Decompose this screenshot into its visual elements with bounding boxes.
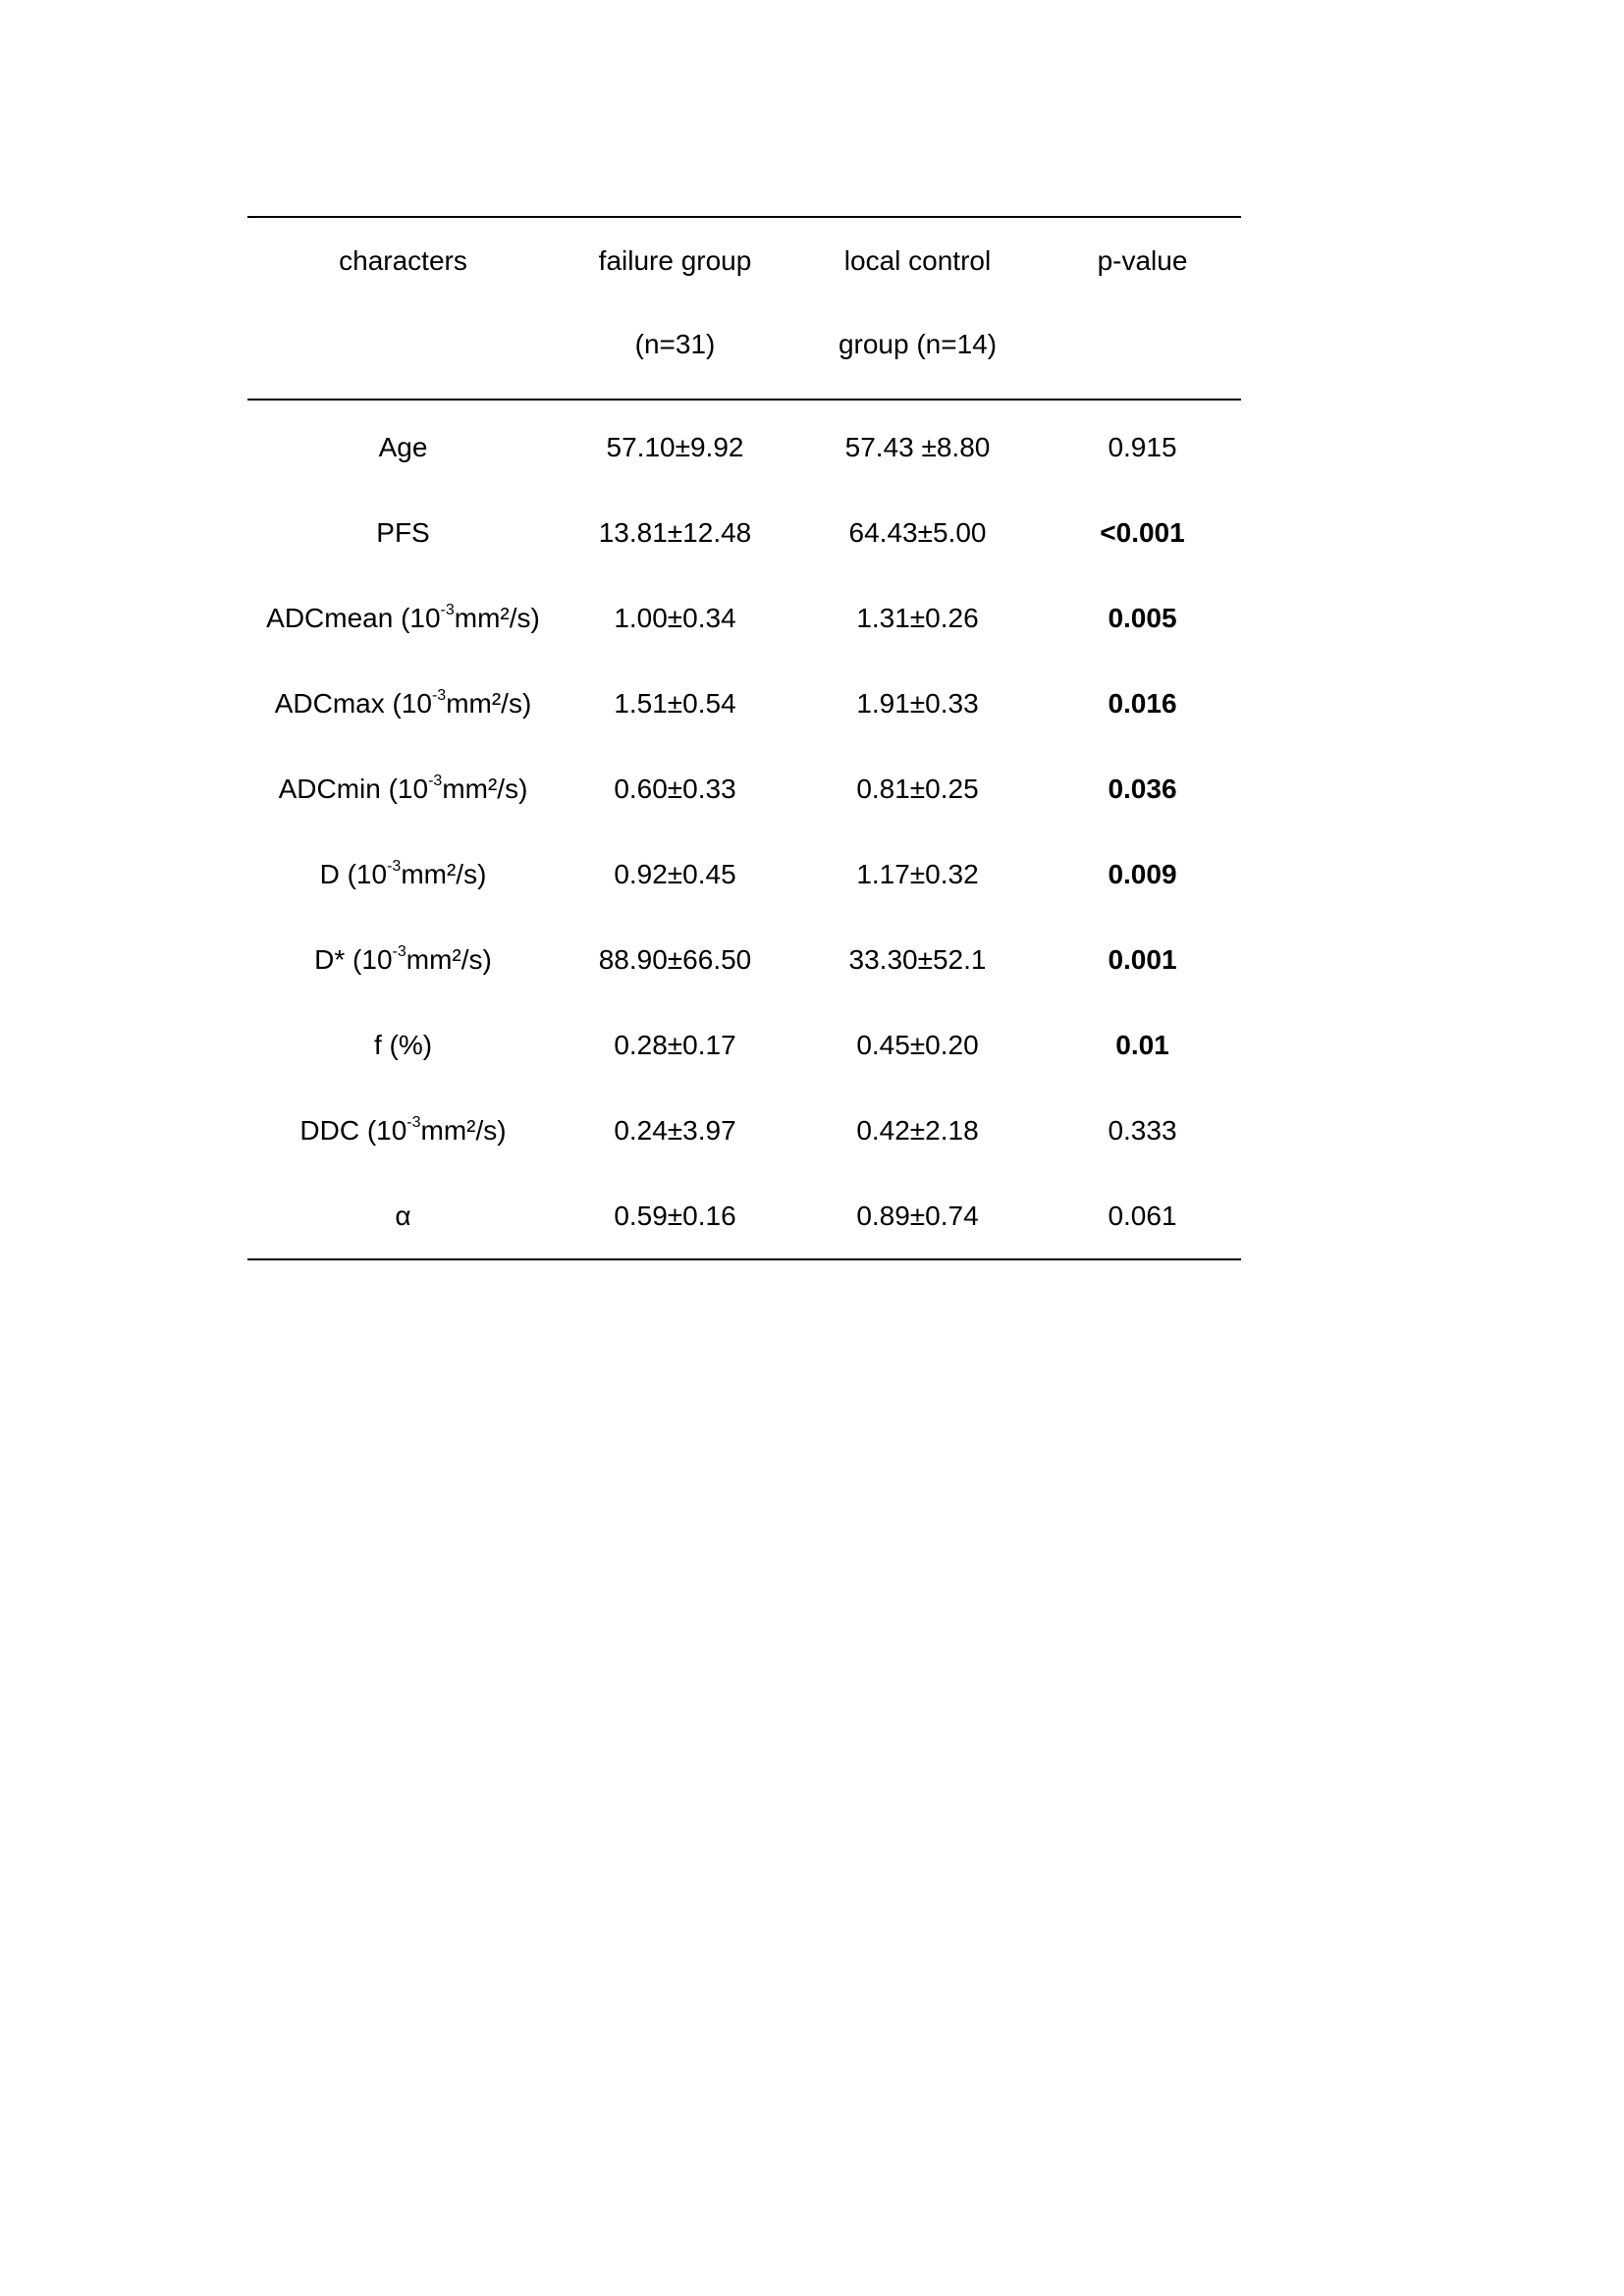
row-label (247, 661, 559, 746)
comparison-table (247, 216, 1241, 1260)
row-label-text: PFS (376, 516, 430, 548)
p-value: 0.016 (1108, 687, 1177, 719)
row-label-exponent: -3 (440, 602, 455, 619)
table-row (247, 1173, 1241, 1259)
table-row (247, 746, 1241, 831)
failure-group-value: 0.28±0.17 (614, 1029, 736, 1060)
table-row (247, 575, 1241, 661)
table-row (247, 1088, 1241, 1173)
row-label-text: ADCmax (10 (274, 687, 432, 719)
table-container (247, 216, 1241, 1260)
failure-group-value: 1.51±0.54 (614, 687, 736, 719)
row-label-exponent: -3 (406, 1114, 421, 1132)
table-row (247, 831, 1241, 917)
row-label-unit: mm²/s) (454, 602, 540, 633)
failure-group-value: 1.00±0.34 (614, 602, 736, 633)
table-body (247, 400, 1241, 1259)
header-local-control: local control (791, 217, 1044, 302)
local-control-value: 0.89±0.74 (791, 1173, 1044, 1259)
row-label (247, 746, 559, 831)
header-characters-sub (247, 302, 559, 400)
local-control-value: 0.42±2.18 (856, 1114, 979, 1146)
row-label (247, 1002, 559, 1088)
header-failure-group: failure group (559, 217, 791, 302)
failure-group-value: 57.10±9.92 (606, 431, 744, 462)
local-control-value: 57.43 ±8.80 (844, 431, 991, 462)
local-control-value: 64.43±5.00 (848, 516, 987, 548)
failure-group-value: 13.81±12.48 (598, 516, 752, 548)
local-control-value: 0.81±0.25 (856, 773, 979, 804)
row-label-exponent: -3 (392, 943, 406, 961)
table-row (247, 917, 1241, 1002)
row-label-text: α (395, 1200, 411, 1231)
table-row (247, 661, 1241, 746)
row-label-text: D (10 (319, 858, 388, 889)
table-row (247, 400, 1241, 490)
p-value: 0.001 (1108, 943, 1177, 975)
local-control-value: 1.31±0.26 (856, 602, 979, 633)
row-label-unit: mm²/s) (442, 773, 528, 804)
row-label (247, 575, 559, 661)
row-label-text: DDC (10 (299, 1114, 407, 1146)
row-label (247, 490, 559, 575)
failure-group-value: 0.60±0.33 (614, 773, 736, 804)
row-label-exponent: -3 (431, 687, 447, 705)
failure-group-value: 0.92±0.45 (614, 858, 736, 889)
failure-group-value: 0.59±0.16 (559, 1173, 791, 1259)
row-label (247, 917, 559, 1002)
p-value: 0.01 (1115, 1029, 1169, 1060)
p-value: 0.061 (1044, 1173, 1241, 1259)
header-failure-group-n: (n=31) (559, 302, 791, 400)
row-label-unit: mm²/s) (446, 687, 532, 719)
row-label-text: f (%) (373, 1029, 433, 1060)
table-header (247, 217, 1241, 400)
row-label-text: D* (10 (314, 943, 393, 975)
row-label-text: ADCmin (10 (278, 773, 429, 804)
row-label-exponent: -3 (387, 858, 402, 876)
row-label-text: ADCmean (10 (266, 602, 441, 633)
header-row-2 (247, 302, 1241, 400)
p-value: 0.036 (1108, 773, 1177, 804)
local-control-value: 1.91±0.33 (856, 687, 979, 719)
p-value: 0.005 (1108, 602, 1177, 633)
table-row (247, 490, 1241, 575)
header-p-value: p-value (1044, 217, 1241, 302)
header-p-value-sub (1044, 302, 1241, 400)
row-label (247, 1173, 559, 1259)
row-label-exponent: -3 (428, 773, 443, 790)
row-label (247, 400, 559, 490)
header-local-control-n: group (n=14) (791, 302, 1044, 400)
header-characters: characters (247, 217, 559, 302)
failure-group-value: 88.90±66.50 (598, 943, 752, 975)
local-control-value: 0.45±0.20 (856, 1029, 979, 1060)
row-label-text: Age (378, 431, 428, 462)
row-label (247, 831, 559, 917)
p-value: 0.915 (1108, 431, 1177, 462)
p-value: 0.009 (1108, 858, 1177, 889)
row-label (247, 1088, 559, 1173)
p-value: <0.001 (1100, 516, 1185, 548)
table-row (247, 1002, 1241, 1088)
row-label-unit: mm²/s) (406, 943, 492, 975)
local-control-value: 1.17±0.32 (856, 858, 979, 889)
p-value: 0.333 (1108, 1114, 1177, 1146)
failure-group-value: 0.24±3.97 (614, 1114, 736, 1146)
local-control-value: 33.30±52.1 (848, 943, 987, 975)
row-label-unit: mm²/s) (420, 1114, 507, 1146)
row-label-unit: mm²/s) (401, 858, 487, 889)
header-row-1 (247, 217, 1241, 302)
